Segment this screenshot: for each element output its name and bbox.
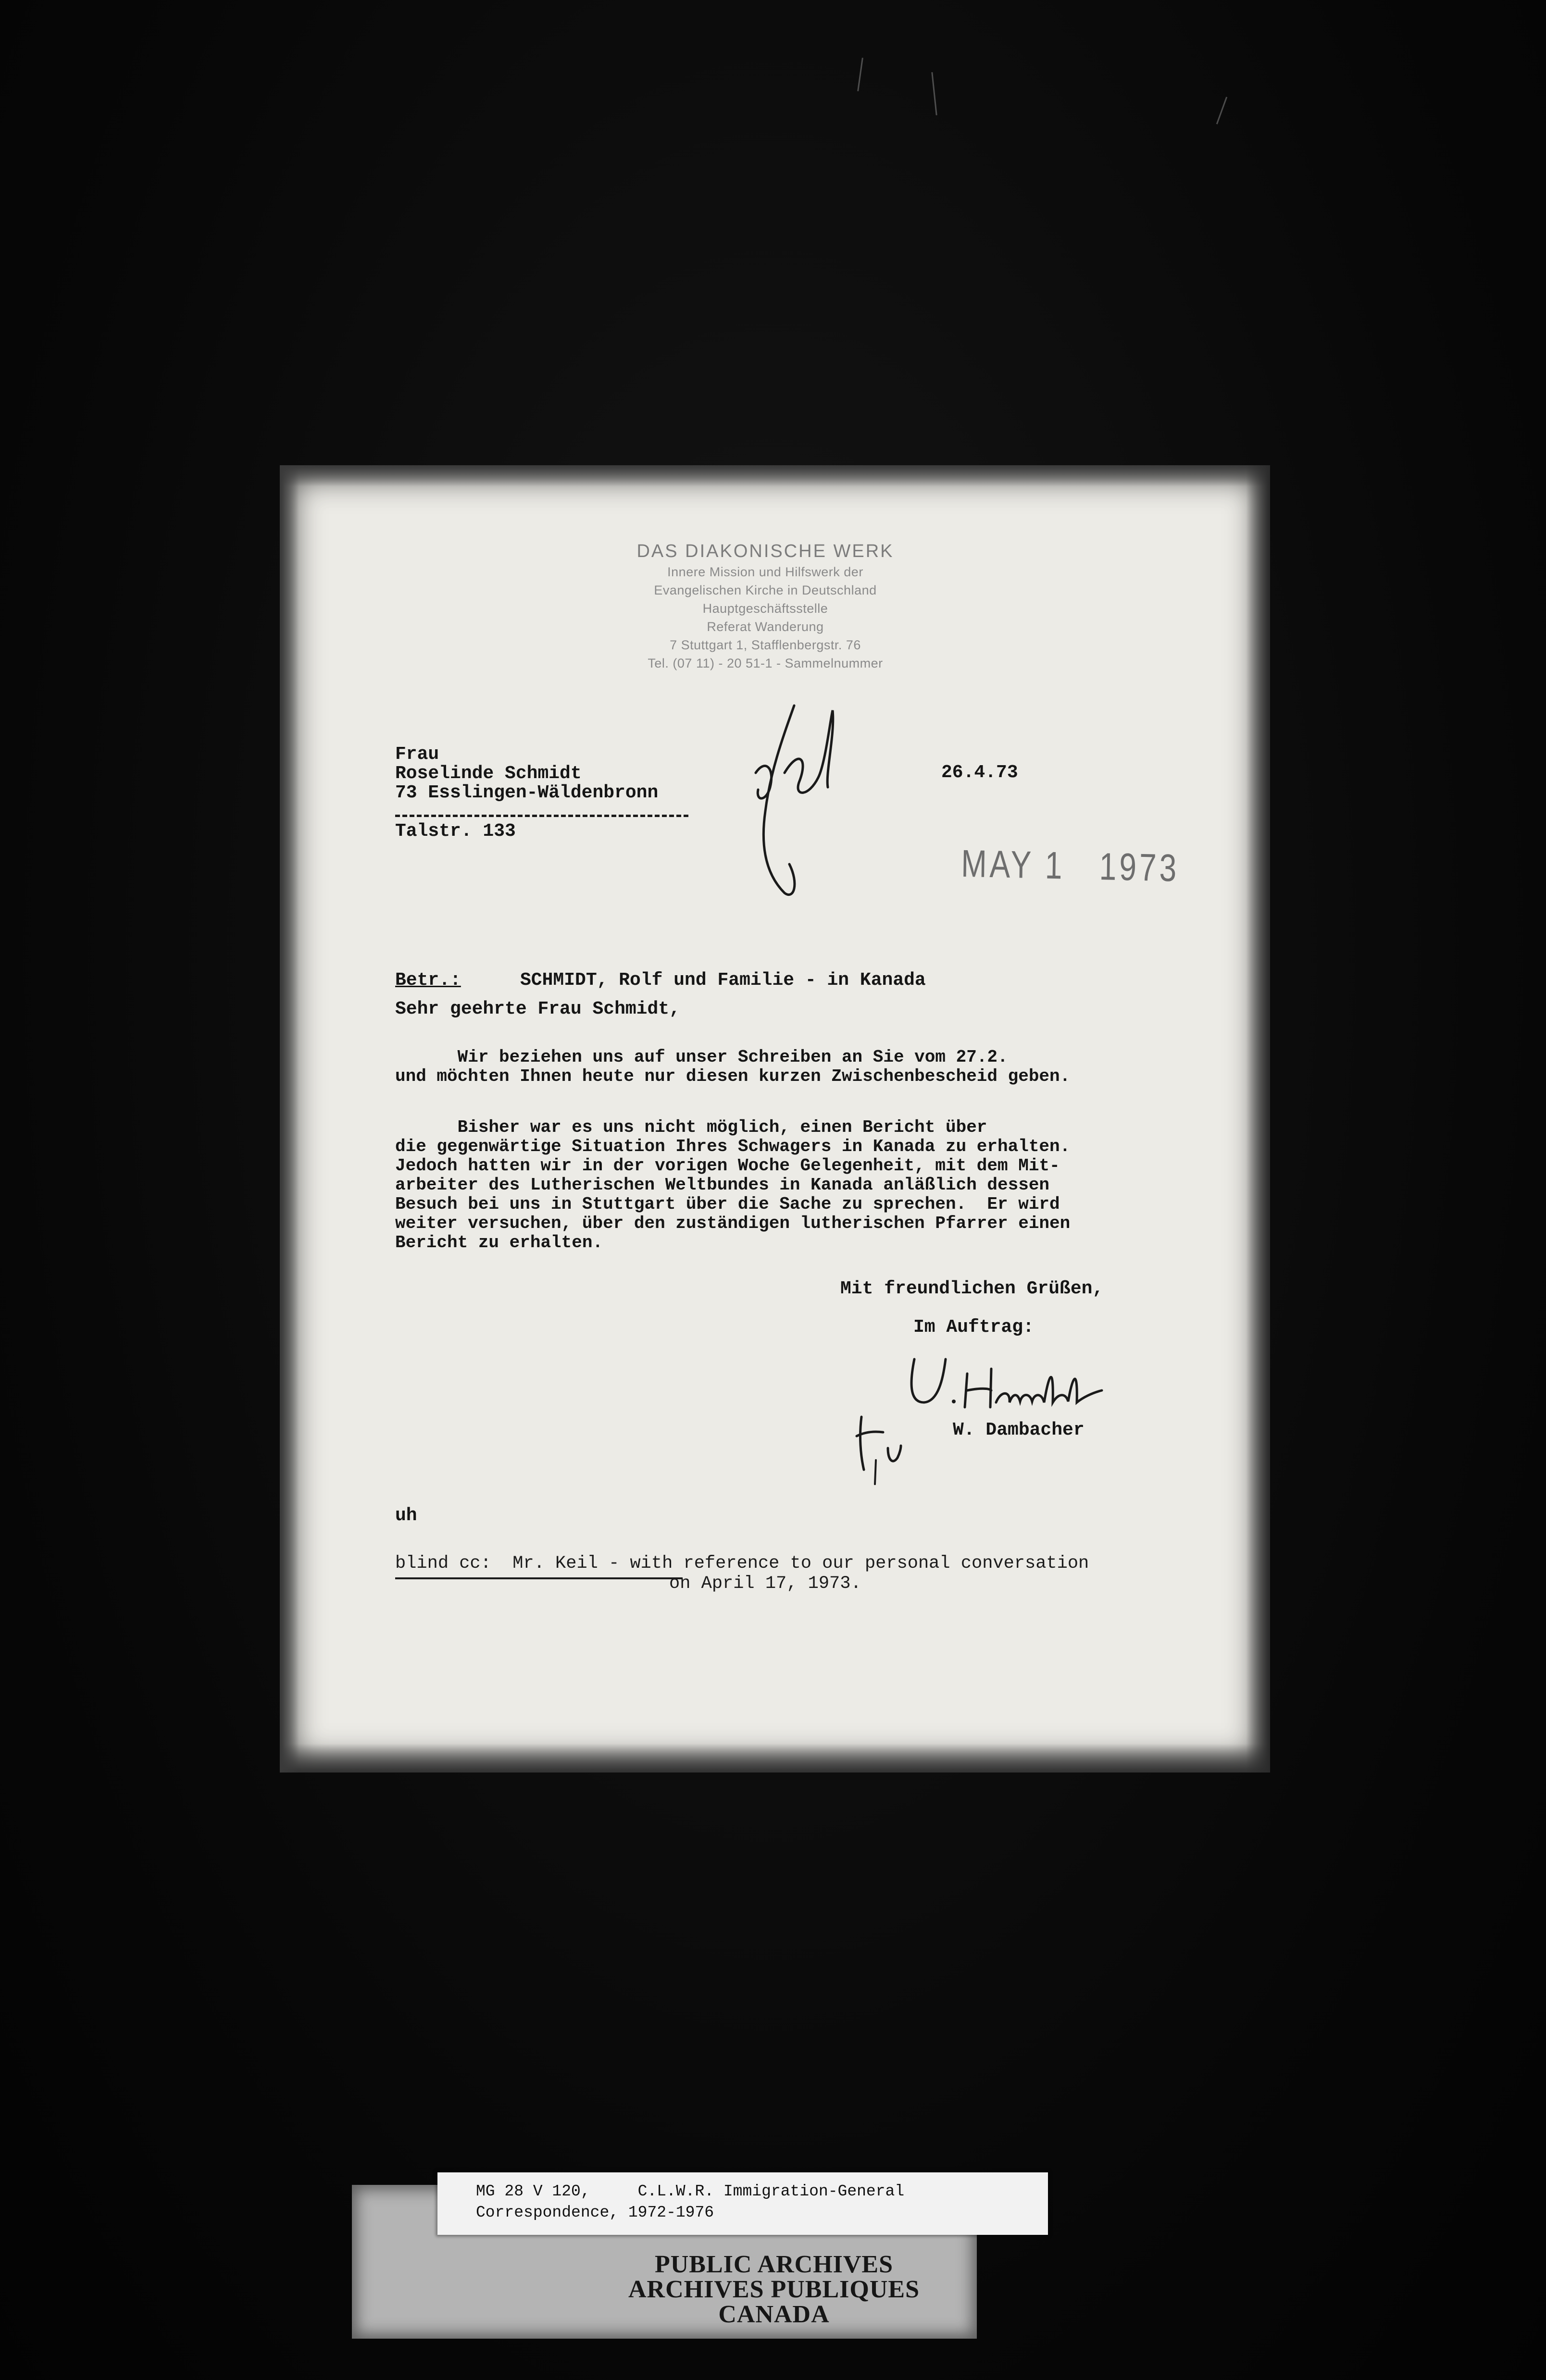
page-shadow-left [280, 465, 299, 1773]
archive-reference-line: Correspondence, 1972-1976 [476, 2204, 714, 2221]
subject-label: Betr.: [395, 970, 461, 991]
body-line: Besuch bei uns in Stuttgart über die Sache zu sprechen. Er wird [395, 1194, 1060, 1214]
closing: Mit freundlichen Grüßen, [840, 1278, 1104, 1299]
body-paragraph-1 [395, 1048, 1184, 1086]
body-paragraph-2 [395, 1118, 1184, 1252]
body-line: Bisher war es uns nicht möglich, einen Bericht über [395, 1117, 987, 1137]
address-underline [395, 815, 688, 817]
letterhead-line: Referat Wanderung [707, 620, 824, 634]
salutation: Sehr geehrte Frau Schmidt, [395, 999, 680, 1019]
typist-initials: uh [395, 1505, 417, 1526]
letterhead-stamp [611, 540, 919, 672]
blind-cc-line: blind cc: Mr. Keil - with reference to our personal conversation [395, 1553, 1089, 1574]
letterhead-line: Innere Mission und Hilfswerk der [667, 565, 863, 579]
letterhead-line: Hauptgeschäftsstelle [702, 601, 828, 616]
body-line: weiter versuchen, über den zuständigen lutherischen Pfarrer einen [395, 1214, 1071, 1233]
archive-reference-card [437, 2172, 1048, 2235]
letterhead-title: DAS DIAKONISCHE WERK [636, 541, 894, 561]
subject-text: SCHMIDT, Rolf und Familie - in Kanada [520, 970, 926, 991]
page-shadow-top [280, 465, 1270, 486]
blind-cc-underline [395, 1577, 683, 1579]
address-salutation-line: Frau [395, 744, 439, 765]
body-line: arbeiter des Lutherischen Weltbundes in Kanada anläßlich dessen [395, 1175, 1050, 1195]
archive-stamp-line: ARCHIVES PUBLIQUES [628, 2276, 920, 2303]
blind-cc-line-2: on April 17, 1973. [669, 1574, 861, 1594]
letter-page [280, 465, 1270, 1773]
letterhead-line: Evangelischen Kirche in Deutschland [654, 583, 877, 597]
body-line: die gegenwärtige Situation Ihres Schwagers in Kanada zu erhalten. [395, 1137, 1071, 1156]
archive-reference [476, 2181, 904, 2223]
archive-stamp-line: CANADA [718, 2301, 830, 2328]
body-line: Jedoch hatten wir in der vorigen Woche Gelegenheit, mit dem Mit- [395, 1156, 1060, 1176]
public-archives-stamp [529, 2252, 1019, 2327]
signer-name: W. Dambacher [953, 1420, 1085, 1440]
body-line: Wir beziehen uns auf unser Schreiben an Sie vom 27.2. [395, 1047, 1008, 1067]
letterhead-line: 7 Stuttgart 1, Stafflenbergstr. 76 [670, 638, 861, 652]
page-shadow-bottom [280, 1744, 1270, 1773]
handwritten-initials [736, 701, 852, 903]
address-street: Talstr. 133 [395, 821, 516, 842]
body-line: und möchten Ihnen heute nur diesen kurzen Zwischenbescheid geben. [395, 1066, 1071, 1086]
im-auftrag: Im Auftrag: [913, 1317, 1034, 1338]
archive-stamp-line: PUBLIC ARCHIVES [654, 2251, 894, 2278]
page-shadow-right [1246, 465, 1270, 1773]
body-line: Bericht zu erhalten. [395, 1233, 603, 1252]
received-date-stamp: MAY 1 1973 [960, 842, 1180, 890]
address-name: Roselinde Schmidt [395, 763, 582, 784]
handwritten-signature [847, 1345, 1116, 1489]
address-city: 73 Esslingen-Wäldenbronn [395, 782, 659, 803]
letterhead-line: Tel. (07 11) - 20 51-1 - Sammelnummer [648, 656, 883, 670]
letter-date: 26.4.73 [941, 762, 1018, 783]
archive-reference-line: MG 28 V 120, C.L.W.R. Immigration-General [476, 2182, 905, 2200]
